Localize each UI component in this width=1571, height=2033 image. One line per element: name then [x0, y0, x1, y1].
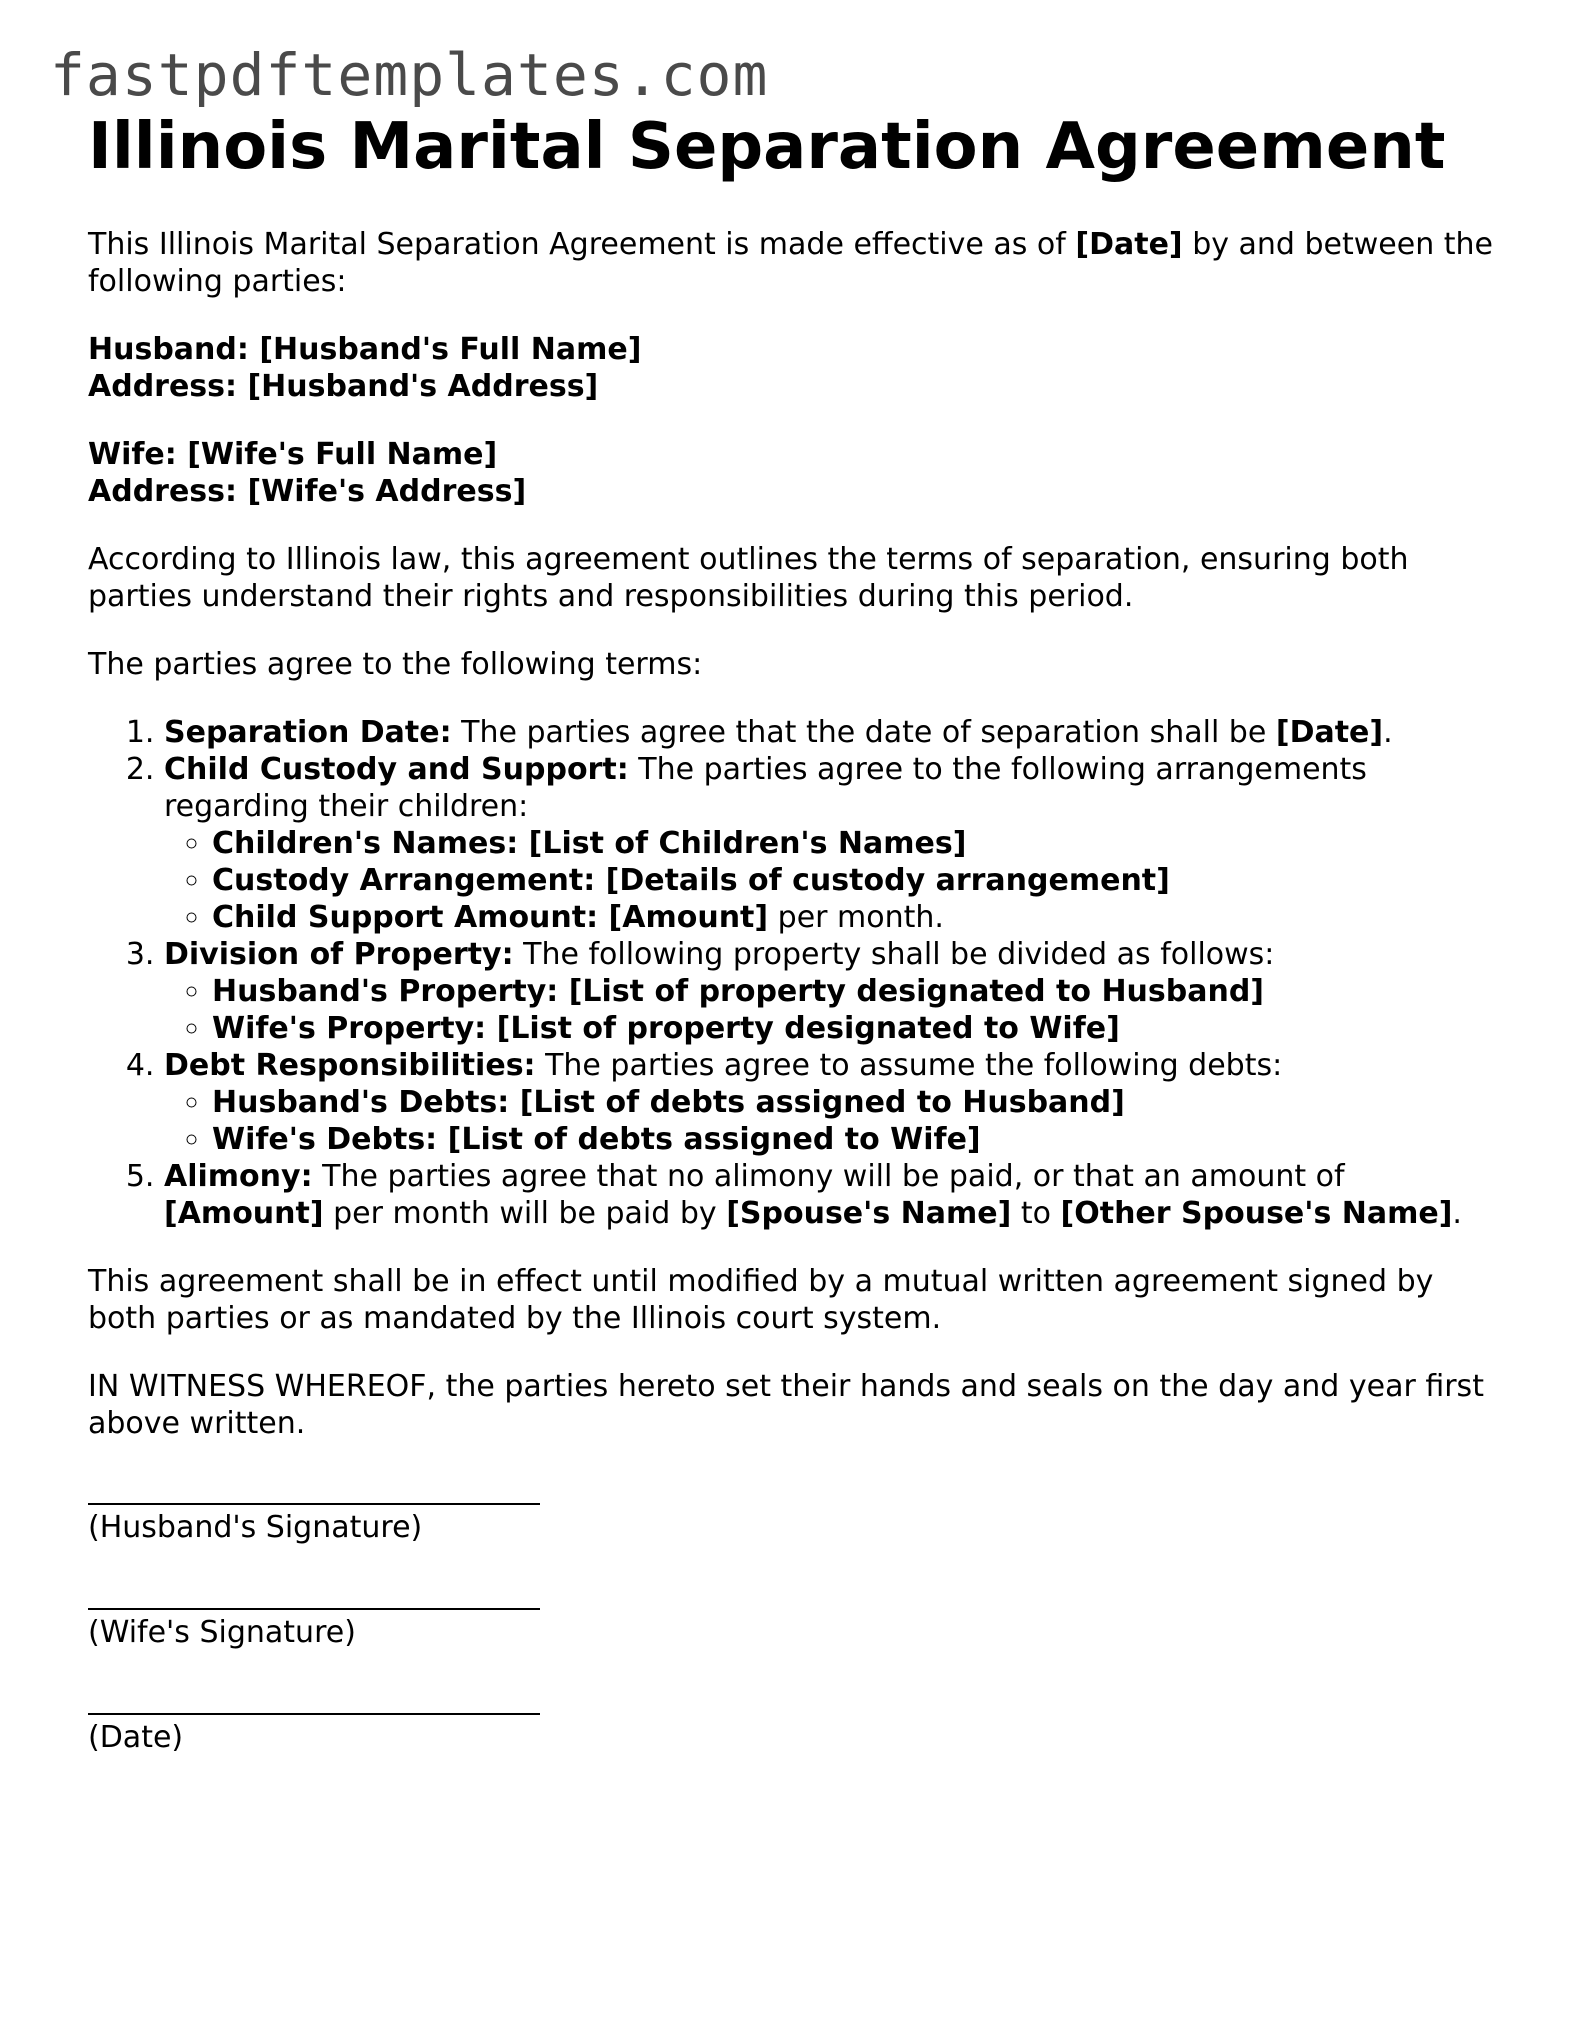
husband-address-line: Address: [Husband's Address] [88, 369, 599, 405]
term-alimony: 5. Alimony: The parties agree that no alimony will be paid, or that an amount of [Amount] per month will be paid by [Spouse's Name] to [Other Spouse's Name]. [164, 1158, 1498, 1232]
term-separation-date: 1. Separation Date: The parties agree that the date of separation shall be [Date]. [164, 714, 1498, 751]
terms-list [88, 714, 1498, 1232]
child-custody-sublist [164, 825, 1498, 936]
document-page [88, 112, 1498, 1788]
husband-signature-line[interactable] [88, 1473, 540, 1505]
intro-paragraph: This Illinois Marital Separation Agreement is made effective as of [Date] by and between the following parties: [88, 227, 1493, 300]
wife-signature-label: (Wife's Signature) [88, 1615, 356, 1651]
effect-paragraph: This agreement shall be in effect until modified by a mutual written agreement signed by both parties or as mandated by the Illinois court system. [88, 1264, 1434, 1337]
list-item: ◦ Husband's Property: [List of property designated to Husband] [212, 973, 1498, 1010]
wife-signature-line[interactable] [88, 1578, 540, 1610]
document-title: Illinois Marital Separation Agreement [88, 110, 1446, 184]
watermark-text: fastpdftemplates.com [50, 41, 769, 109]
husband-name-line: Husband: [Husband's Full Name] [88, 332, 642, 368]
term-debt-responsibilities: 4. Debt Responsibilities: The parties agree to assume the following debts: ◦ Husband's Debts: [List of debts assigned to Husband] ◦ Wife's Debts: [List of debts assigned to Wife] [164, 1047, 1498, 1158]
date-signature-block [88, 1683, 1498, 1756]
witness-paragraph: IN WITNESS WHEREOF, the parties hereto set their hands and seals on the day and year first above written. [88, 1369, 1484, 1442]
law-paragraph: According to Illinois law, this agreement outlines the terms of separation, ensuring both parties understand their rights and responsibilities during this period. [88, 542, 1409, 615]
signature-section [88, 1473, 1498, 1756]
wife-name-line: Wife: [Wife's Full Name] [88, 437, 498, 473]
wife-block [88, 436, 1498, 510]
property-sublist [164, 973, 1498, 1047]
term-child-custody: 2. Child Custody and Support: The parties agree to the following arrangements regarding their children: ◦ Children's Names: [List of Children's Names] ◦ Custody Arrangement: [Details of custody arrangement] ◦ Child Support Amount: [Amount] per month. [164, 751, 1498, 936]
wife-address-line: Address: [Wife's Address] [88, 474, 527, 510]
list-item: ◦ Husband's Debts: [List of debts assigned to Husband] [212, 1084, 1498, 1121]
husband-signature-label: (Husband's Signature) [88, 1510, 423, 1546]
husband-block [88, 331, 1498, 405]
list-item: ◦ Custody Arrangement: [Details of custody arrangement] [212, 862, 1498, 899]
terms-intro: The parties agree to the following terms: [88, 647, 703, 683]
term-division-of-property: 3. Division of Property: The following property shall be divided as follows: ◦ Husband's Property: [List of property designated to Husband] ◦ Wife's Property: [List of property designated to Wife] [164, 936, 1498, 1047]
list-item: ◦ Wife's Property: [List of property designated to Wife] [212, 1010, 1498, 1047]
date-line[interactable] [88, 1683, 540, 1715]
list-item: ◦ Child Support Amount: [Amount] per month. [212, 899, 1498, 936]
list-item: ◦ Wife's Debts: [List of debts assigned to Wife] [212, 1121, 1498, 1158]
effective-date-placeholder: [Date] [1075, 227, 1183, 263]
wife-signature-block [88, 1578, 1498, 1651]
husband-signature-block [88, 1473, 1498, 1546]
date-label: (Date) [88, 1720, 184, 1756]
list-item: ◦ Children's Names: [List of Children's Names] [212, 825, 1498, 862]
debts-sublist [164, 1084, 1498, 1158]
